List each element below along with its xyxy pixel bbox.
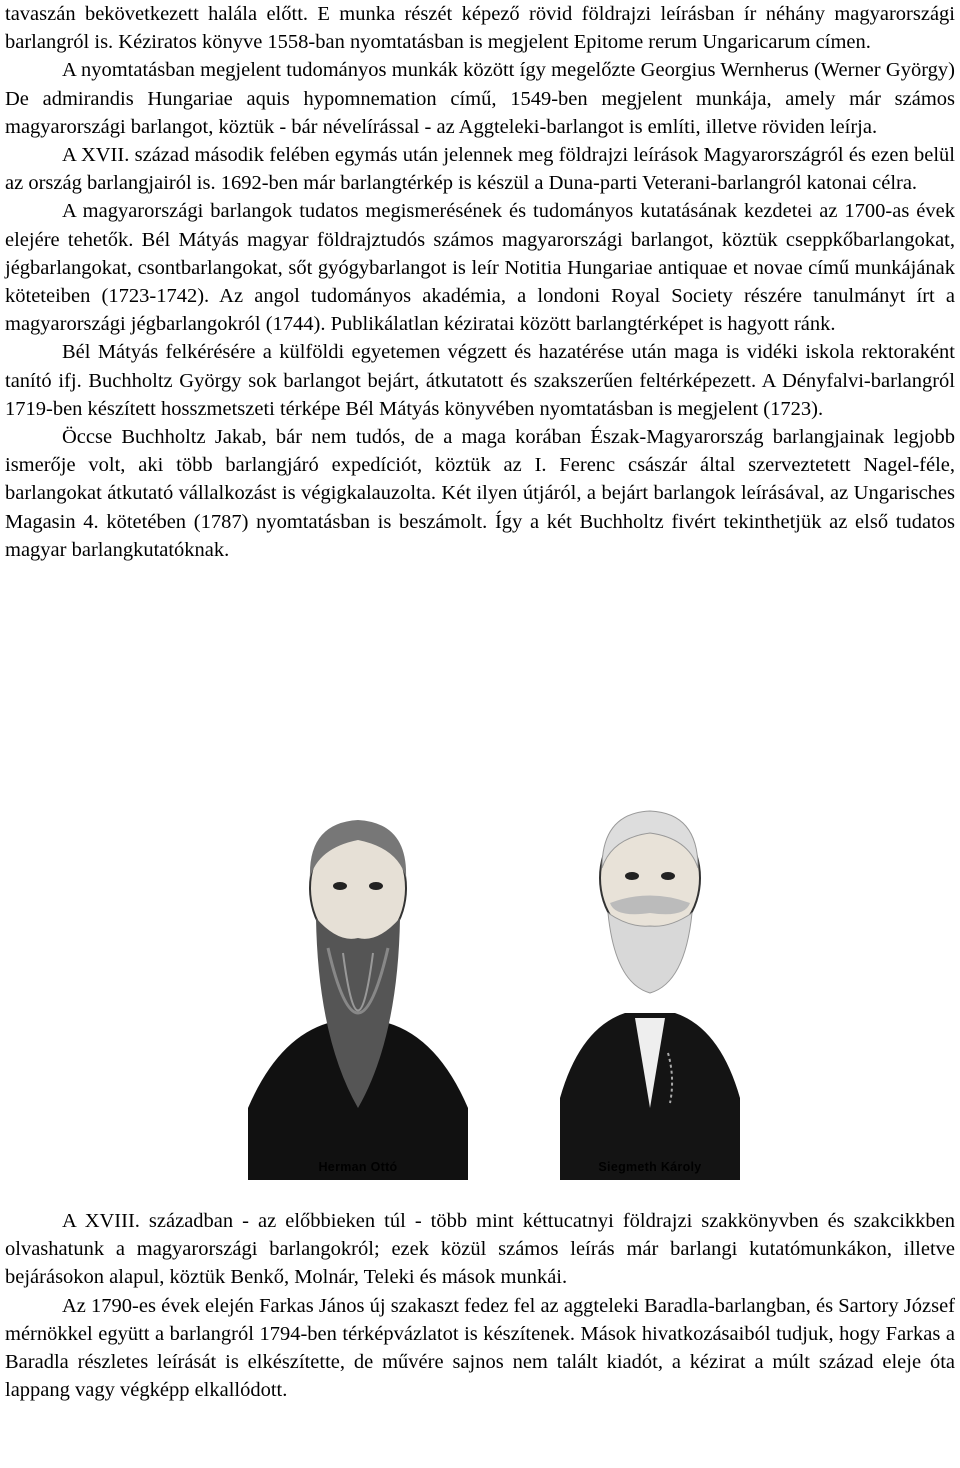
paragraph-buchholtz-jakab: Öccse Buchholtz Jakab, bár nem tudós, de a maga korában Észak-Magyarország barlangjainak legjobb ismerője volt, aki több barlangjáró expedíciót, köztük az I. Ferenc császár által szerveztetett Nagel-féle, barlangokat átkutató vállalkozást is végigkalauzolta. Két ilyen útjáról, a bejárt barlangok leírásával, az Ungarisches Magasin 4. kötetében (1787) nyomtatásban is beszámolt. Így a két Buchholtz fivért tekinthetjük az első tudatos magyar barlangkutatóknak.	[5, 426, 955, 561]
paragraph-werner: A nyomtatásban megjelent tudományos munkák között így megelőzte Georgius Wernherus (Werner György) De admirandis Hungariae aquis hypomnemation című, 1549-ben megjelent munkája, amely már számos magyarországi barlangot, köztük - bár névelírással - az Aggteleki-barlangot is említi, illetve röviden leírja.	[5, 59, 955, 138]
paragraph-buchholtz-gyorgy: Bél Mátyás felkérésére a külföldi egyetemen végzett és hazatérése után maga is vidéki iskola rektoraként tanító ifj. Buchholtz György sok barlangot bejárt, átkutatott és szakszerűen feltérképezett. A Dényfalvi-barlangról 1719-ben készített hosszmetszeti térképe Bél Mátyás könyvében nyomtatásban is megjelent (1723).	[5, 341, 955, 420]
portrait-herman-otto	[248, 778, 468, 1180]
paragraph-bel-matyas: A magyarországi barlangok tudatos megismerésének és tudományos kutatásának kezdetei az 1700-as évek elejére tehetők. Bél Mátyás magyar földrajztudós számos magyarországi barlangot, köztük cseppkőbarlangokat, jégbarlangokat, csontbarlangokat, sőt gyógybarlangot is leír Notitia Hungariae antiquae et novae című munkájának köteteiben (1723-1742). Az angol tudományos akadémia, a londoni Royal Society részére tanulmányt írt a magyarországi jégbarlangokról (1744). Publikálatlan kéziratai között barlangtérképet is hagyott ránk.	[5, 200, 955, 336]
paragraph-18th-century: A XVIII. században - az előbbieken túl - több mint kéttucatnyi földrajzi szakkönyvben és szakcikkben olvashatunk a magyarországi barlangokról; ezek közül számos leírás már barlangi kutatómunkákon, illetve bejárásokon alapul, köztük Benkő, Molnár, Teleki és mások munkái.	[5, 1210, 955, 1289]
portrait-siegmeth-karoly-image	[540, 778, 760, 1180]
caption-herman-otto: Herman Ottó	[318, 1160, 398, 1174]
portrait-herman-otto-image	[248, 778, 468, 1180]
paragraph-continuation: tavaszán bekövetkezett halála előtt. E munka részét képező rövid földrajzi leírásban ír néhány magyarországi barlangról is. Kéziratos könyve 1558-ban nyomtatásban is megjelent Epitome rerum Ungaricarum címen.	[5, 3, 955, 54]
article-upper	[5, 0, 955, 564]
article-lower	[5, 1207, 955, 1404]
paragraph-farkas-janos: Az 1790-es évek elején Farkas János új szakaszt fedez fel az aggteleki Baradla-barlangban, és Sartory József mérnökkel együtt a barlangról 1794-ben térképvázlatot is készítenek. Mások hivatkozásaiból tudjuk, hogy Farkas a Baradla részletes leírását is elkészítette, de művére sajnos nem talált kiadót, a kézirat a múlt század eleje óta lappang vagy végképp elkallódott.	[5, 1294, 955, 1402]
caption-siegmeth-karoly: Siegmeth Károly	[598, 1160, 702, 1174]
portrait-photos	[0, 778, 960, 1180]
paragraph-17th-century: A XVII. század második felében egymás után jelennek meg földrajzi leírások Magyarországról és ezen belül az ország barlangjairól is. 1692-ben már barlangtérkép is készül a Duna-parti Veterani-barlangról katonai célra.	[5, 144, 955, 195]
portrait-siegmeth-karoly	[540, 778, 760, 1180]
